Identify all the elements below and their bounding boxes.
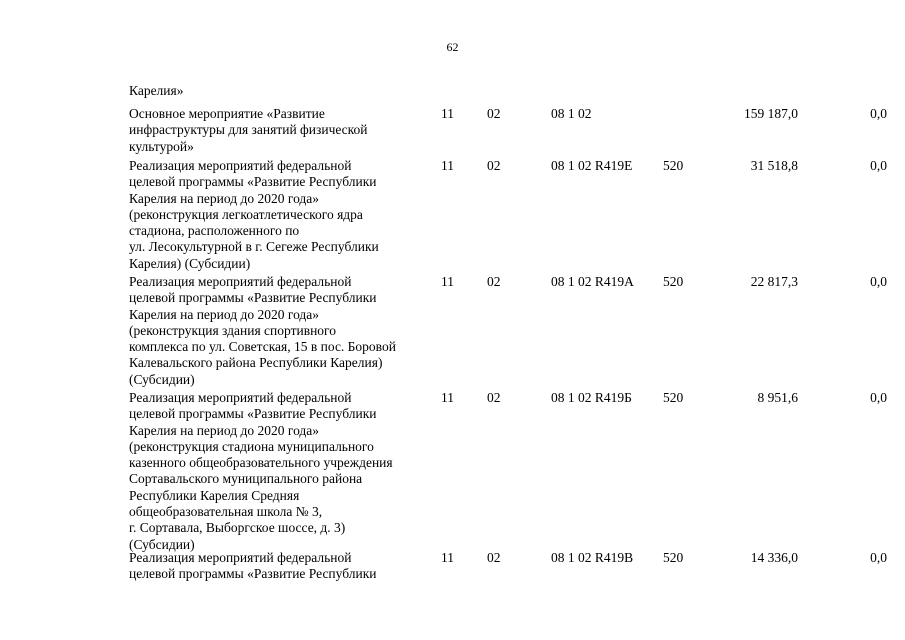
row-expense-type: 520 — [663, 390, 684, 405]
row-sum-1: 31 518,8 — [750, 158, 798, 173]
row-sum-1: 159 187,0 — [744, 106, 798, 121]
row-sum-1: 8 951,6 — [757, 390, 798, 405]
row-target-code: 08 1 02 — [551, 106, 592, 121]
row-section: 11 — [441, 550, 454, 565]
page-number: 62 — [446, 40, 459, 54]
row-subsection: 02 — [487, 390, 501, 405]
row-target-code: 08 1 02 R419В — [551, 550, 634, 565]
row-name: Основное мероприятие «Развитие инфраструктуры для занятий физической культурой» — [129, 106, 368, 154]
row-name: Реализация мероприятий федеральной целевой программы «Развитие Республики Карелия на период до 2020 года» (реконструкция легкоатлетического ядра стадиона, расположенного по ул. Лесокультурной в г. Сегеже Республики Карелия) (Субсидии) — [129, 158, 379, 271]
row-expense-type: 520 — [663, 550, 684, 565]
continuation-text: Карелия» — [129, 83, 184, 98]
row-name: Реализация мероприятий федеральной целевой программы «Развитие Республики Карелия на период до 2020 года» (реконструкция стадиона муниципального казенного общеобразовательного учреждения Сортавальского муниципального района Республики Карелия Средняя общеобразовательная школа № 3, г. Сортавала, Выборгское шоссе, д. 3) (Субсидии) — [129, 390, 393, 552]
row-section: 11 — [441, 106, 454, 121]
row-sum-2: 0,0 — [870, 390, 887, 405]
row-expense-type: 520 — [663, 158, 684, 173]
row-subsection: 02 — [487, 106, 501, 121]
row-subsection: 02 — [487, 550, 501, 565]
row-sum-2: 0,0 — [870, 274, 887, 289]
row-name: Реализация мероприятий федеральной целевой программы «Развитие Республики Карелия на период до 2020 года» (реконструкция здания спортивного комплекса по ул. Советская, 15 в пос. Боровой Калевальского района Республики Карелия) (Субсидии) — [129, 274, 396, 387]
row-sum-2: 0,0 — [870, 550, 887, 565]
row-sum-1: 22 817,3 — [750, 274, 798, 289]
row-expense-type: 520 — [663, 274, 684, 289]
row-subsection: 02 — [487, 274, 501, 289]
row-target-code: 08 1 02 R419А — [551, 274, 634, 289]
row-section: 11 — [441, 390, 454, 405]
row-sum-2: 0,0 — [870, 158, 887, 173]
row-subsection: 02 — [487, 158, 501, 173]
row-sum-1: 14 336,0 — [750, 550, 798, 565]
row-name: Реализация мероприятий федеральной целевой программы «Развитие Республики — [129, 550, 377, 582]
row-target-code: 08 1 02 R419Б — [551, 390, 632, 405]
row-target-code: 08 1 02 R419Е — [551, 158, 633, 173]
row-section: 11 — [441, 274, 454, 289]
row-sum-2: 0,0 — [870, 106, 887, 121]
row-section: 11 — [441, 158, 454, 173]
